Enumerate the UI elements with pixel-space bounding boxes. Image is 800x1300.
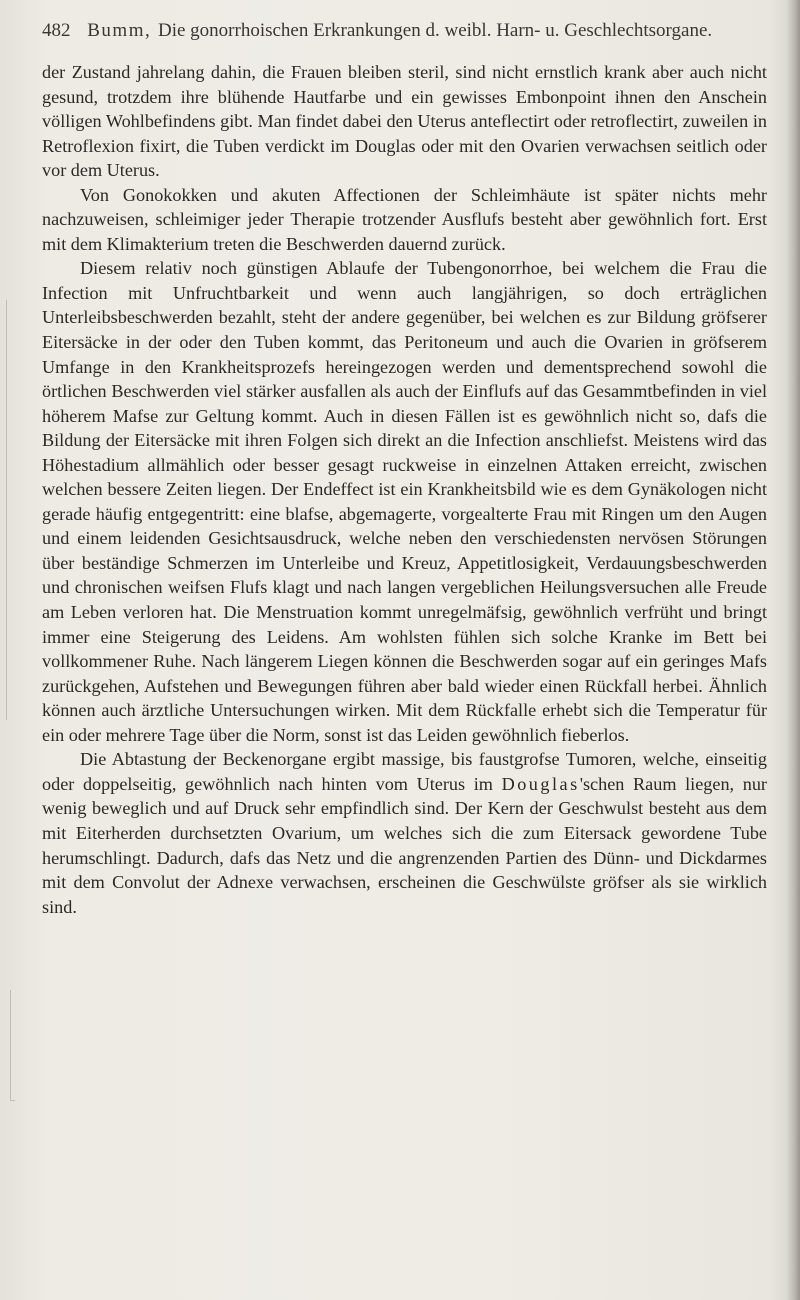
paragraph-4-end: 'schen Raum liegen, nur wenig beweglich und auf Druck sehr empfindlich sind. Der Kern der Geschwulst besteht aus dem mit Eiterherden durchsetzten Ovarium, um welches sich die zum Eitersack gewordene Tube herumschlingt. Dadurch, dafs das Netz und die angrenzenden Partien des Dünn- und Dickdarmes mit dem Convolut der Adnexe verwachsen, erscheinen die Geschwülste gröfser als sie wirklich sind. — [42, 773, 767, 917]
page-edge-shadow — [786, 0, 800, 1300]
paragraph-3: Diesem relativ noch günstigen Ablaufe der Tubengonorrhoe, bei welchem die Frau die Infection mit Unfruchtbarkeit und wenn auch langjährigen, so doch erträglichen Unterleibsbeschwerden bezahlt, steht der andere gegenüber, bei welchen es zur Bildung gröfserer Eitersäcke in der oder den Tuben kommt, das Peritoneum und auch die Ovarien in gröfserem Umfange in den Krankheitsprozefs hereingezogen werden und dementsprechend sowohl die örtlichen Beschwerden viel stärker ausfallen als auch der Einflufs auf das Gesammtbefinden in viel höherem Mafse zur Geltung kommt. Auch in diesen Fällen ist es gewöhnlich nicht so, dafs die Bildung der Eitersäcke mit ihren Folgen sich direkt an die Infection anschliefst. Meistens wird das Höhestadium allmählich oder besser gesagt ruckweise in einzelnen Attaken erreicht, zwischen welchen bessere Zeiten liegen. Der Endeffect ist ein Krankheitsbild wie es dem Gynäkologen nicht gerade häufig entgegentritt: eine blafse, abgemagerte, vorgealterte Frau mit Ringen um den Augen und einem leidenden Gesichtsausdruck, welche neben den verschiedensten nervösen Störungen über beständige Schmerzen im Unterleibe und Kreuz, Appetitlosigkeit, Verdauungsbeschwerden und chronischen weifsen Flufs klagt und nach langen vergeblichen Heilungsversuchen alle Freude am Leben verloren hat. Die Menstruation kommt unregelmäfsig, gewöhnlich verfrüht und bringt immer eine Steigerung des Leidens. Am wohlsten fühlen sich solche Kranke im Bett bei vollkommener Ruhe. Nach längerem Liegen können die Beschwerden sogar auf ein geringes Mafs zurückgehen, Aufstehen und Bewegungen führen aber bald wieder einen Rückfall herbei. Ähnlich können auch ärztliche Untersuchungen wirken. Mit dem Rückfalle erhebt sich die Temperatur für ein oder mehrere Tage über die Norm, sonst ist das Leiden gewöhnlich fieberlos. — [42, 258, 767, 745]
running-header — [42, 20, 782, 42]
paragraph-4-start: Die Abtastung der Beckenorgane ergibt massige, bis faustgrofse Tumoren, welche, einseitig oder doppelseitig, gewöhnlich nach hinten vom Uterus im — [42, 749, 767, 794]
page-number: 482 — [42, 20, 71, 41]
douglas-name: Douglas — [501, 773, 580, 794]
margin-mark — [6, 300, 11, 720]
paragraph-4 — [42, 747, 767, 919]
body-text — [42, 60, 767, 919]
chapter-title: Die gonorrhoischen Erkrankungen d. weibl. Harn- u. Geschlechtsorgane. — [157, 20, 713, 41]
paragraph-2: Von Gonokokken und akuten Affectionen der Schleimhäute ist später nichts mehr nachzuweisen, schleimiger jeder Therapie trotzender Ausflufs besteht aber gewöhnlich fort. Erst mit dem Klimakterium treten die Beschwerden dauernd zurück. — [42, 184, 767, 254]
author-name: Bumm, — [87, 20, 152, 41]
margin-mark — [10, 990, 15, 1101]
paragraph-1: der Zustand jahrelang dahin, die Frauen bleiben steril, sind nicht ernstlich krank aber auch nicht gesund, trotzdem ihre blühende Hautfarbe und ein gewisses Embonpoint ihnen den Anschein völligen Wohlbefindens gibt. Man findet dabei den Uterus anteflectirt oder retroflectirt, zuweilen in Retroflexion fixirt, die Tuben verdickt im Douglas oder mit den Ovarien verwachsen seitlich oder vor dem Uterus. — [42, 62, 767, 181]
